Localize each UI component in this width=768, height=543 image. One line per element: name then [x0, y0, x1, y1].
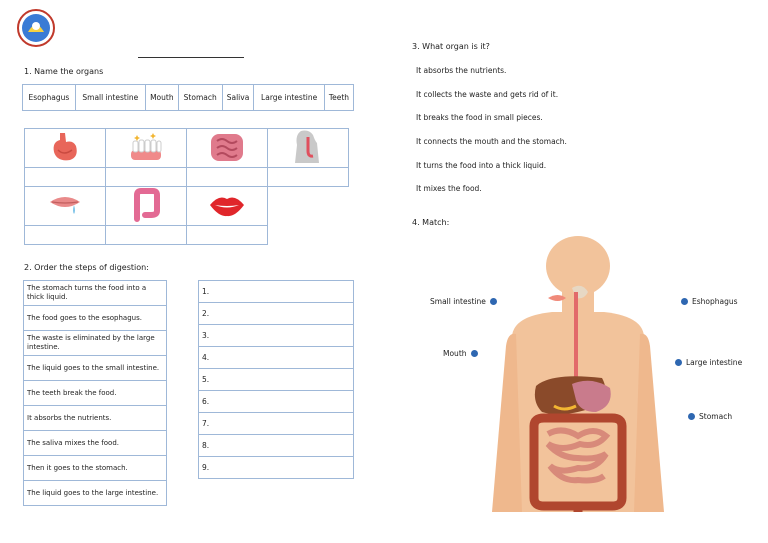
name-cell: Stomach [178, 85, 222, 111]
match-mouth[interactable] [443, 349, 478, 358]
step-cell: It absorbs the nutrients. [24, 406, 167, 431]
match-stomach[interactable] [688, 412, 732, 421]
match-esophagus[interactable] [681, 297, 738, 306]
school-logo-icon [16, 8, 56, 48]
body-diagram-icon [492, 236, 664, 512]
question-sentence: It breaks the food in small pieces. [416, 113, 543, 122]
order-answer-cell[interactable]: 8. [199, 435, 354, 457]
match-dot-icon[interactable] [688, 413, 695, 420]
esophagus-icon [268, 129, 349, 168]
steps-table [23, 280, 167, 506]
match-label: Eshophagus [692, 297, 738, 306]
step-cell: The waste is eliminated by the large intestine. [24, 331, 167, 356]
match-dot-icon[interactable] [490, 298, 497, 305]
name-cell: Small intestine [75, 85, 145, 111]
match-large-intestine[interactable] [675, 358, 742, 367]
name-cell: Large intestine [254, 85, 325, 111]
order-answer-cell[interactable]: 7. [199, 413, 354, 435]
name-cell: Saliva [222, 85, 254, 111]
match-small-intestine[interactable] [430, 297, 497, 306]
order-answer-cell[interactable]: 3. [199, 325, 354, 347]
match-dot-icon[interactable] [675, 359, 682, 366]
large-intestine-icon [106, 187, 187, 226]
match-label: Mouth [443, 349, 467, 358]
order-answer-cell[interactable]: 4. [199, 347, 354, 369]
step-cell: Then it goes to the stomach. [24, 456, 167, 481]
organ-names-table [22, 84, 354, 111]
order-answers-table [198, 280, 354, 479]
teeth-icon [106, 129, 187, 168]
intestine-icon [187, 129, 268, 168]
step-cell: The saliva mixes the food. [24, 431, 167, 456]
question-sentence: It turns the food into a thick liquid. [416, 161, 547, 170]
section4-heading: 4. Match: [412, 218, 450, 227]
order-answer-cell[interactable]: 6. [199, 391, 354, 413]
saliva-icon [25, 187, 106, 226]
section1-heading: 1. Name the organs [24, 67, 104, 76]
step-cell: The food goes to the esophagus. [24, 306, 167, 331]
order-answer-cell[interactable]: 5. [199, 369, 354, 391]
name-cell: Teeth [324, 85, 353, 111]
question-sentence: It absorbs the nutrients. [416, 66, 507, 75]
question-sentence: It collects the waste and gets rid of it. [416, 90, 559, 99]
match-dot-icon[interactable] [681, 298, 688, 305]
section3-heading: 3. What organ is it? [412, 42, 490, 51]
question-sentence: It connects the mouth and the stomach. [416, 137, 567, 146]
organ-pictures-grid [24, 128, 349, 245]
lips-icon [187, 187, 268, 226]
match-label: Large intestine [686, 358, 743, 367]
match-label: Stomach [699, 412, 733, 421]
order-answer-cell[interactable]: 2. [199, 303, 354, 325]
order-answer-cell[interactable]: 9. [199, 457, 354, 479]
match-dot-icon[interactable] [471, 350, 478, 357]
order-answer-cell[interactable]: 1. [199, 281, 354, 303]
name-cell: Mouth [145, 85, 178, 111]
question-sentence: It mixes the food. [416, 184, 482, 193]
stomach-icon [25, 129, 106, 168]
section2-heading: 2. Order the steps of digestion: [24, 263, 149, 272]
match-label: Small intestine [430, 297, 486, 306]
step-cell: The teeth break the food. [24, 381, 167, 406]
step-cell: The stomach turns the food into a thick liquid. [24, 281, 167, 306]
name-cell: Esophagus [23, 85, 76, 111]
step-cell: The liquid goes to the small intestine. [24, 356, 167, 381]
name-line[interactable] [138, 57, 244, 58]
step-cell: The liquid goes to the large intestine. [24, 481, 167, 506]
section3-sentences [416, 66, 616, 206]
